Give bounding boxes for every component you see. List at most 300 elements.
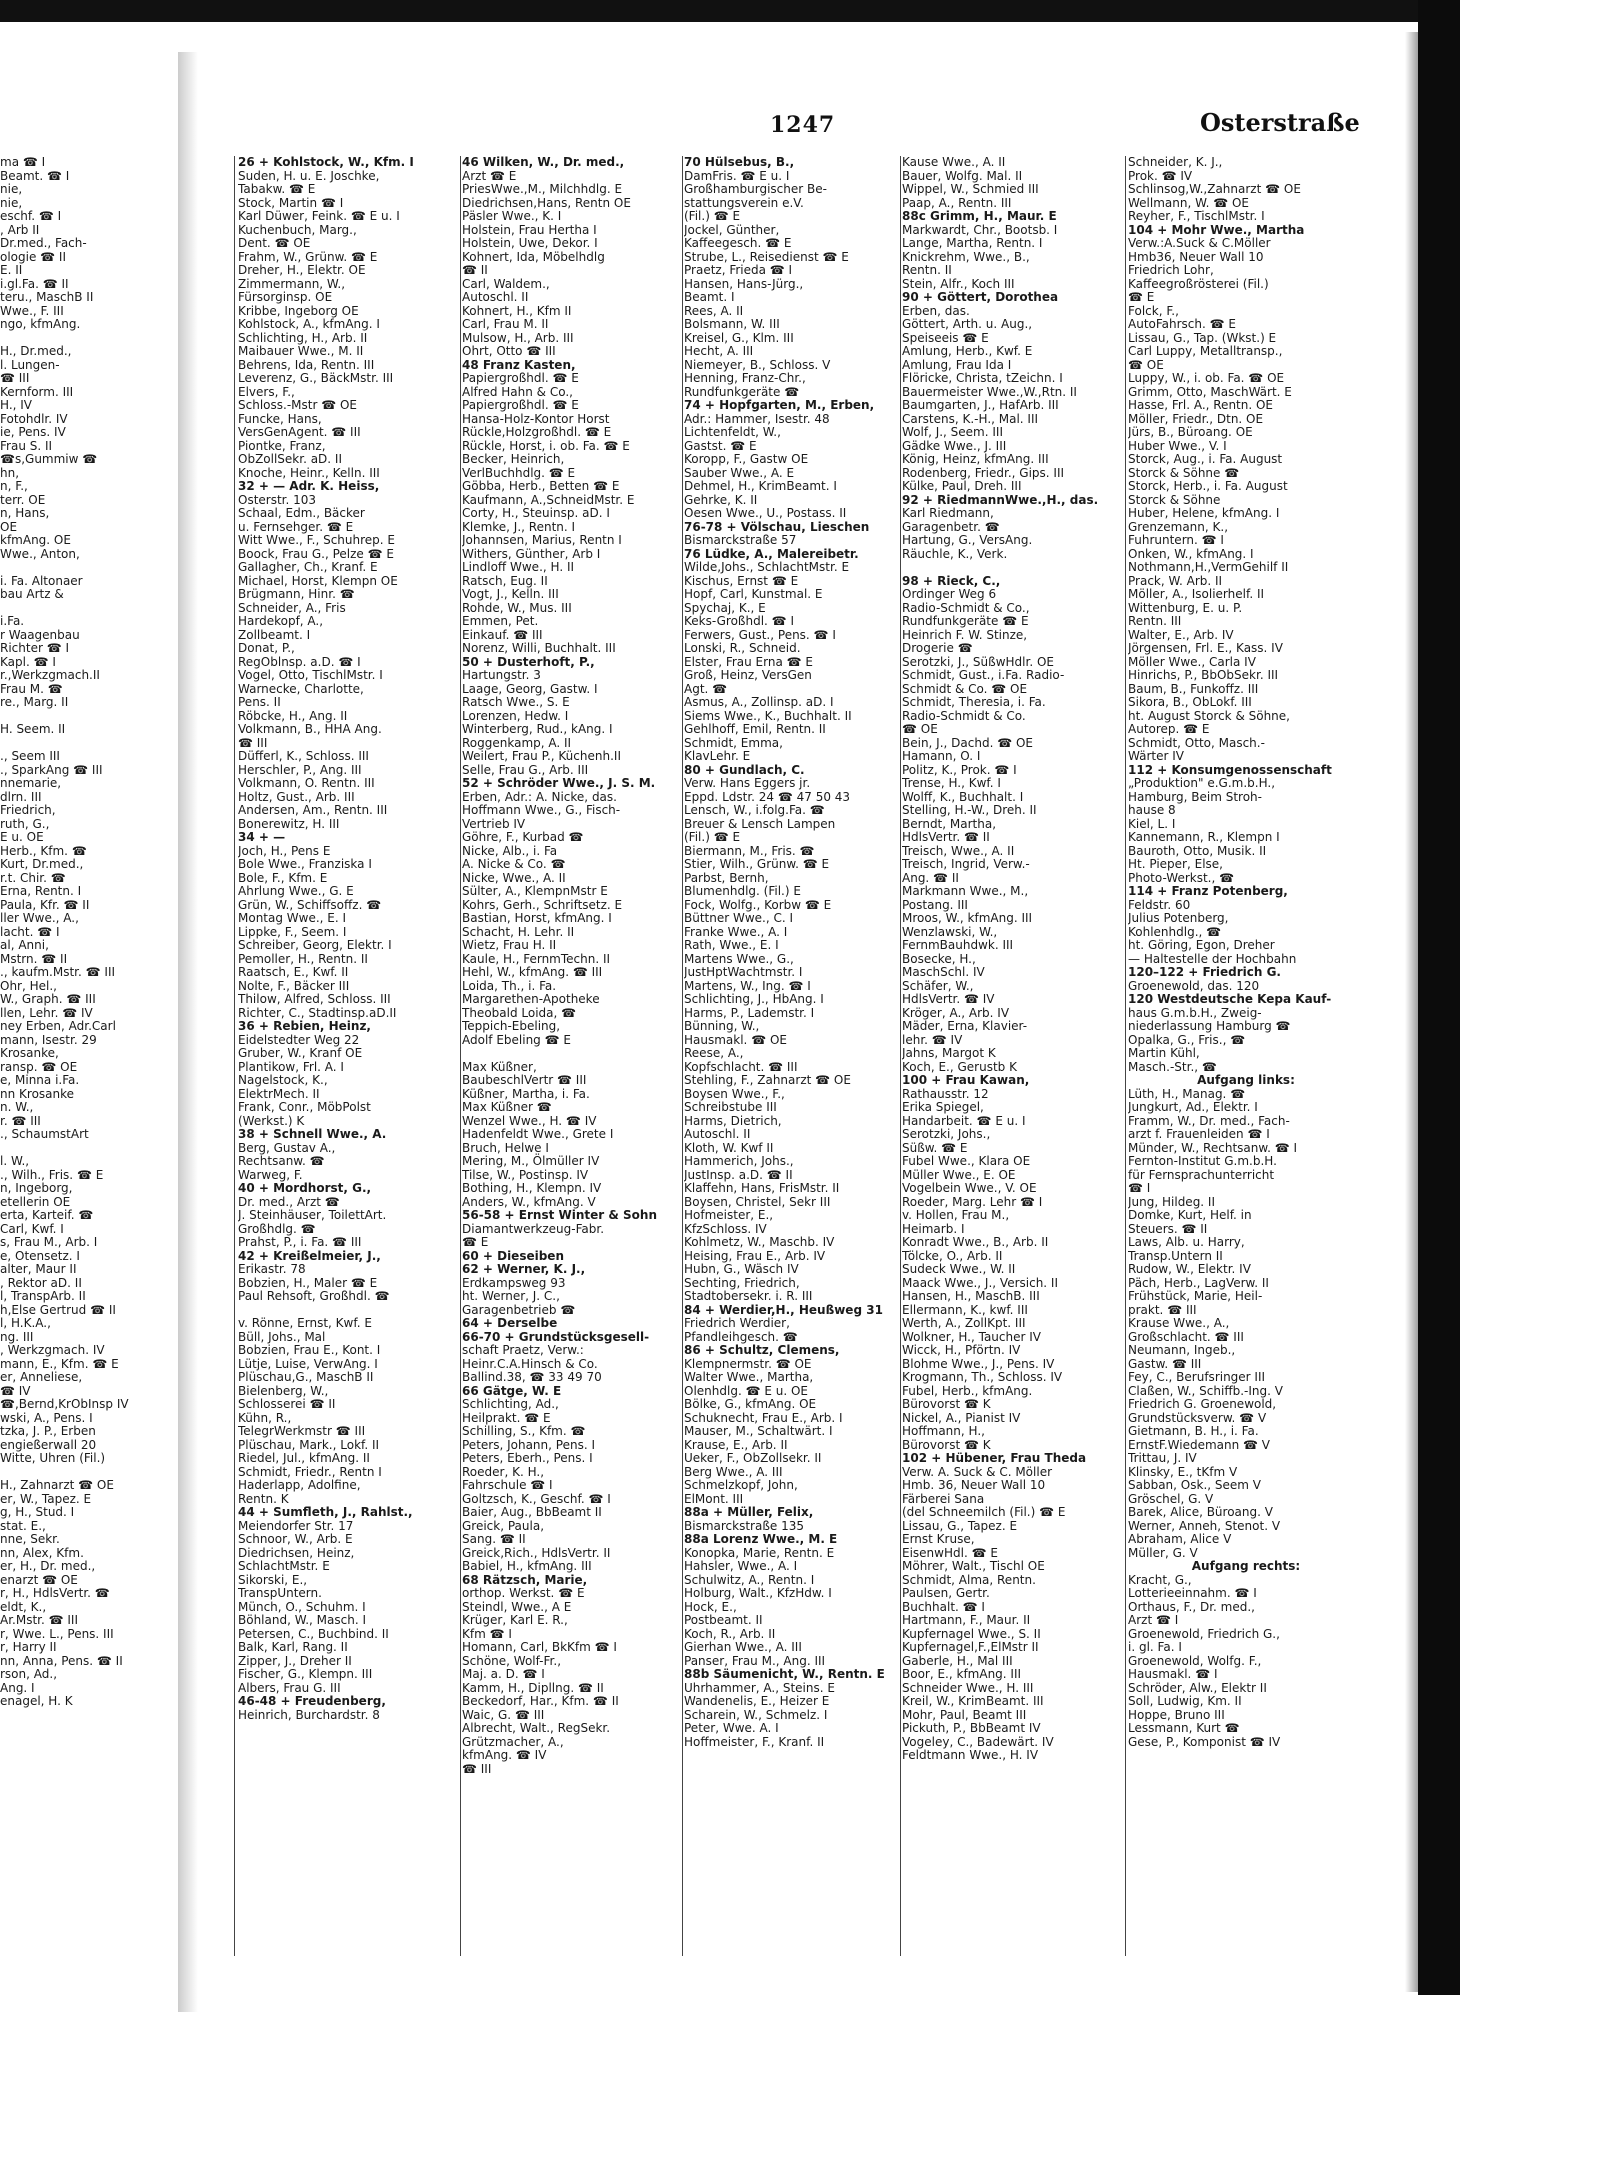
directory-entry-line: Wenzel Wwe., H. ☎ IV: [462, 1113, 597, 1128]
directory-entry-line: Boysen Wwe., F.,: [684, 1086, 785, 1101]
directory-entry-line: ☎ OE: [902, 722, 938, 736]
directory-entry-line: Mroos, W., kfmAng. III: [902, 911, 1033, 925]
directory-entry-line: Krogmann, Th., Schloss. IV: [902, 1370, 1063, 1384]
directory-entry-line: Kohlmetz, W., Maschb. IV: [684, 1235, 835, 1249]
directory-entry-line: nn Krosanke: [0, 1086, 75, 1101]
directory-entry-line: Treisch, Ingrid, Verw.-: [902, 857, 1030, 871]
directory-entry-line: Holstein, Uwe, Dekor. I: [462, 236, 598, 250]
directory-entry-line: Greick,Rich., HdlsVertr. II: [462, 1545, 611, 1560]
directory-entry-line: Büll, Johs., Mal: [238, 1329, 326, 1344]
directory-entry-line: Peters, Eberh., Pens. I: [462, 1451, 593, 1465]
directory-entry-line: Fischer, G., Klempn. III: [238, 1667, 373, 1681]
directory-entry-line: 52 + Schröder Wwe., J. S. M.: [462, 776, 656, 790]
directory-entry-line: Verw. A. Suck & C. Möller: [902, 1464, 1053, 1479]
directory-entry-line: Storck, Aug., i. Fa. August: [1128, 452, 1283, 466]
directory-entry-line: Photo-Werkst., ☎: [1128, 870, 1235, 885]
directory-entry-line: [0, 602, 172, 616]
directory-entry-line: ller Wwe., A.,: [0, 911, 79, 925]
directory-entry-line: Martin Kühl,: [1128, 1046, 1200, 1060]
directory-entry-line: Max Küßner,: [462, 1059, 537, 1074]
directory-entry-line: Ang. ☎ II: [902, 870, 959, 885]
directory-entry-line: TranspUntern.: [238, 1586, 322, 1600]
directory-entry-line: ., Seem III: [0, 749, 60, 763]
directory-entry-line: Wietz, Frau H. II: [462, 938, 557, 952]
directory-entry-line: Loida, Th., i. Fa.: [462, 978, 557, 993]
directory-entry-line: Mäder, Erna, Klavier-: [902, 1019, 1028, 1033]
directory-entry-line: Vogelbein Wwe., V. OE: [902, 1181, 1037, 1195]
directory-entry-line: Ht. Pieper, Else,: [1128, 857, 1223, 871]
directory-entry-line: Flöricke, Christa, tZeichn. I: [902, 371, 1063, 385]
directory-entry-line: Gehrke, K. II: [684, 492, 758, 507]
directory-entry-line: r.t. Chir. ☎: [0, 870, 66, 885]
directory-entry-line: [0, 737, 172, 751]
directory-entry-line: Rentn. III: [1128, 614, 1182, 628]
directory-entry-line: Erikastr. 78: [238, 1262, 306, 1276]
directory-entry-line: Aufgang rechts:: [1191, 1559, 1301, 1573]
directory-entry-line: Kribbe, Ingeborg OE: [238, 303, 359, 318]
directory-entry-line: Diedrichsen, Heinz,: [238, 1545, 355, 1560]
directory-entry-line: Bauroth, Otto, Musik. II: [1128, 843, 1267, 858]
directory-entry-line: Holstein, Frau Hertha I: [462, 222, 597, 237]
directory-entry-line: Orthaus, F., Dr. med.,: [1128, 1599, 1255, 1614]
directory-entry-line: 98 + Rieck, C.,: [902, 573, 1001, 588]
directory-entry-line: Beamt. ☎ I: [0, 168, 70, 183]
directory-entry-line: nie,: [0, 195, 23, 210]
directory-entry-line: Herb., Kfm. ☎: [0, 843, 87, 858]
directory-entry-line: Friedrich Werdier,: [684, 1316, 790, 1330]
directory-entry-line: ma ☎ I: [0, 156, 46, 169]
directory-entry-line: Hasse, Frl. A., Rentn. OE: [1128, 398, 1274, 412]
directory-entry-line: Dr. med., Arzt ☎: [238, 1194, 340, 1209]
directory-entry-line: TelegrWerkmstr ☎ III: [238, 1424, 366, 1438]
directory-entry-line: ht. Werner, J. C.,: [462, 1289, 560, 1303]
directory-entry-line: — Haltestelle der Hochbahn: [1128, 951, 1297, 966]
directory-entry-line: Trense, H., Kwf. I: [902, 776, 1001, 790]
directory-entry-line: Kracht, G.,: [1128, 1572, 1192, 1587]
directory-entry-line: Groß, Heinz, VersGen: [684, 668, 812, 682]
directory-entry-line: 112 + Konsumgenossenschaft: [1128, 762, 1332, 777]
directory-entry-line: l. Lungen-: [0, 357, 60, 372]
directory-entry-line: Baumgarten, J., HafArb. III: [902, 398, 1059, 412]
directory-entry-line: Montag Wwe., E. I: [238, 911, 347, 925]
directory-entry-line: i. gl. Fa. I: [1128, 1640, 1182, 1654]
directory-entry-line: BaubeschlVertr ☎ III: [462, 1073, 587, 1087]
directory-entry-line: Wicck, H., Pförtn. IV: [902, 1343, 1021, 1357]
directory-entry-line: Schlichting, J., HbAng. I: [684, 992, 824, 1006]
directory-entry-line: Adolf Ebeling ☎ E: [462, 1032, 571, 1047]
directory-entry-line: E u. OE: [0, 830, 44, 844]
directory-entry-line: Kernform. III: [0, 384, 74, 399]
directory-entry-line: ologie ☎ II: [0, 249, 67, 264]
directory-entry-line: Päsler Wwe., K. I: [462, 209, 562, 223]
directory-entry-line: lacht. ☎ I: [0, 924, 60, 939]
directory-entry-line: VersGenAgent. ☎ III: [238, 425, 361, 439]
directory-entry-line: Joch, H., Pens E: [238, 843, 331, 858]
directory-entry-line: Tilse, W., Postinsp. IV: [462, 1167, 589, 1182]
directory-entry-line: r, H., HdlsVertr. ☎: [0, 1586, 110, 1600]
directory-entry-line: Diamantwerkzeug-Fabr.: [462, 1221, 605, 1236]
directory-column: [0, 156, 172, 1709]
directory-column: [238, 156, 458, 1722]
directory-entry-line: Fey, C., Berufsringer III: [1128, 1370, 1266, 1384]
directory-entry-line: Lichtenfeldt, W.,: [684, 425, 781, 439]
directory-entry-line: Erika Spiegel,: [902, 1100, 984, 1114]
directory-entry-line: 86 + Schultz, Clemens,: [684, 1343, 840, 1357]
directory-entry-line: dlrn. III: [0, 789, 42, 804]
directory-entry-line: Schlosserei ☎ II: [238, 1397, 336, 1411]
directory-entry-line: Eppd. Ldstr. 24 ☎ 47 50 43: [684, 789, 851, 804]
directory-entry-line: Zimmermann, W.,: [238, 276, 346, 291]
directory-entry-line: Hahsler, Wwe., A. I: [684, 1559, 798, 1573]
directory-entry-line: Prack, W. Arb. II: [1128, 573, 1223, 588]
directory-entry-line: Papiergroßhdl. ☎ E: [462, 371, 579, 385]
directory-entry-line: stat. E.,: [0, 1518, 46, 1533]
directory-entry-line: Kohlenhdlg., ☎: [1128, 924, 1222, 939]
directory-entry-line: , Rektor aD. II: [0, 1275, 82, 1290]
directory-entry-line: wski, A., Pens. I: [0, 1410, 93, 1425]
directory-entry-line: Bismarckstraße 135: [684, 1518, 804, 1533]
directory-entry-line: Teppich-Ebeling,: [462, 1019, 561, 1033]
directory-entry-line: Rentn. K: [238, 1491, 289, 1506]
directory-entry-line: Kaufmann, A.,SchneidMstr. E: [462, 492, 635, 507]
directory-entry-line: alter, Maur II: [0, 1262, 77, 1276]
directory-entry-line: RegOblnsp. a.D. ☎ I: [238, 654, 361, 669]
directory-entry-line: Wellmann, W. ☎ OE: [1128, 195, 1250, 210]
directory-entry-line: Schlichting, H., Arb. II: [238, 330, 368, 345]
directory-entry-line: J. Steinhäuser, ToilettArt.: [238, 1208, 387, 1222]
directory-entry-line: ht. August Storck & Söhne,: [1128, 708, 1290, 723]
directory-entry-line: Bölke, G., kfmAng. OE: [684, 1397, 817, 1411]
directory-entry-line: nn, Anna, Pens. ☎ II: [0, 1653, 123, 1668]
directory-entry-line: hn,: [0, 465, 20, 480]
directory-entry-line: SchlachtMstr. E: [238, 1559, 330, 1573]
directory-entry-line: Leverenz, G., BäckMstr. III: [238, 371, 394, 385]
directory-entry-line: Ang. I: [0, 1680, 35, 1695]
directory-entry-line: Steindl, Wwe., A E: [462, 1599, 572, 1614]
directory-entry-line: Blumenhdlg. (Fil.) E: [684, 884, 801, 898]
directory-entry-line: König, Heinz, kfmAng. III: [902, 452, 1049, 466]
directory-entry-line: Behrens, Ida, Rentn. III: [238, 357, 375, 372]
directory-entry-line: Wolf, J., Seem. III: [902, 425, 1003, 439]
directory-entry-line: JustHptWachtmstr. I: [684, 965, 803, 979]
directory-entry-line: erta, Karteif. ☎: [0, 1208, 94, 1222]
directory-entry-line: g, H., Stud. I: [0, 1505, 75, 1519]
directory-entry-line: Rodenberg, Friedr., Gips. III: [902, 465, 1065, 480]
directory-entry-line: Kuchenbuch, Marg.,: [238, 222, 357, 237]
directory-entry-line: Schäfer, W.,: [902, 978, 974, 993]
directory-entry-line: (Fil.) ☎ E: [684, 209, 741, 223]
directory-entry-line: Gaberle, H., Mal III: [902, 1653, 1013, 1668]
directory-entry-line: Nicke, Alb., i. Fa: [462, 843, 558, 858]
directory-entry-line: Parbst, Bernh,: [684, 870, 769, 885]
directory-entry-line: Meiendorfer Str. 17: [238, 1518, 354, 1533]
column-rule: [900, 156, 901, 1956]
directory-entry-line: ☎ IV: [0, 1383, 31, 1398]
directory-entry-line: Schilling, S., Kfm. ☎: [462, 1424, 586, 1438]
directory-entry-line: Barek, Alice, Büroang. V: [1128, 1505, 1273, 1519]
directory-entry-line: Norenz, Willi, Buchhalt. III: [462, 641, 616, 655]
directory-entry-line: 70 Hülsebus, B.,: [684, 156, 795, 169]
directory-entry-line: Olenhdlg. ☎ E u. OE: [684, 1383, 808, 1398]
directory-entry-line: Storck, Herb., i. Fa. August: [1128, 479, 1288, 493]
directory-entry-line: ☎ III: [0, 371, 30, 385]
directory-entry-line: Markwardt, Chr., Bootsb. I: [902, 222, 1058, 237]
directory-entry-line: Abraham, Alice V: [1128, 1532, 1232, 1546]
directory-entry-line: A. Nicke & Co. ☎: [462, 857, 566, 871]
directory-entry-line: Krosanke,: [0, 1046, 59, 1060]
directory-entry-line: Blohme Wwe., J., Pens. IV: [902, 1356, 1055, 1371]
directory-entry-line: Kiel, L. I: [1128, 816, 1176, 831]
directory-entry-line: Julius Potenberg,: [1128, 911, 1229, 925]
directory-entry-line: Külke, Paul, Dreh. III: [902, 479, 1022, 493]
directory-entry-line: 46 Wilken, W., Dr. med.,: [462, 156, 625, 169]
directory-entry-line: Hubn, G., Wäsch IV: [684, 1262, 799, 1276]
directory-entry-line: ., SparkAng ☎ III: [0, 762, 103, 777]
directory-entry-line: (Fil.) ☎ E: [684, 830, 741, 844]
directory-entry-line: [0, 561, 172, 575]
directory-entry-line: Transp.Untern II: [1128, 1248, 1223, 1263]
directory-entry-line: Schnoor, W., Arb. E: [238, 1532, 353, 1546]
directory-entry-line: h,Else Gertrud ☎ II: [0, 1302, 116, 1317]
directory-entry-line: ngo, kfmAng.: [0, 317, 81, 331]
directory-entry-line: Roggenkamp, A. II: [462, 735, 572, 750]
directory-entry-line: Heinrich F. W. Stinze,: [902, 627, 1028, 642]
directory-entry-line: Waic, G. ☎ III: [462, 1707, 545, 1722]
directory-entry-line: Hansen, H., MaschB. III: [902, 1289, 1040, 1303]
directory-entry-line: Heinrich, Burchardstr. 8: [238, 1707, 380, 1722]
directory-entry-line: Vogeley, C., Badewärt. IV: [902, 1734, 1054, 1749]
directory-entry-line: Sülter, A., KlempnMstr E: [462, 884, 608, 898]
directory-entry-line: Rudow, W., Elektr. IV: [1128, 1262, 1251, 1276]
directory-entry-line: Babiel, H., kfmAng. III: [462, 1559, 592, 1573]
directory-entry-line: Feldstr. 60: [1128, 897, 1191, 912]
directory-entry-line: Holburg, Walt., KfzHdw. I: [684, 1586, 832, 1600]
directory-entry-line: Wenzlawski, W.,: [902, 924, 998, 939]
directory-entry-line: Ohrt, Otto ☎ III: [462, 344, 556, 358]
directory-entry-line: Ar.Mstr. ☎ III: [0, 1613, 79, 1627]
directory-entry-line: Folck, F.,: [1128, 303, 1179, 318]
directory-entry-line: Groenewold, das. 120: [1128, 978, 1260, 993]
directory-entry-line: Schacht, H. Lehr. II: [462, 924, 575, 939]
directory-entry-line: Frau S. II: [0, 438, 53, 453]
directory-entry-line: ruth, G.,: [0, 816, 50, 831]
directory-entry-line: r, Wwe. L., Pens. III: [0, 1626, 114, 1641]
directory-entry-line: Kloth, W. Kwf II: [684, 1140, 774, 1155]
directory-entry-line: OE: [0, 519, 18, 534]
directory-entry-line: Boysen, Christel, Sekr III: [684, 1194, 831, 1209]
directory-entry-line: Hartung, G., VersAng.: [902, 533, 1033, 547]
scan-dark-edge: [1418, 0, 1460, 1995]
directory-entry-line: Lissau, G., Tapez. E: [902, 1518, 1018, 1533]
directory-entry-line: Witt Wwe., F., Schuhrep. E: [238, 533, 395, 547]
directory-entry-line: Sikorski, E.,: [238, 1572, 308, 1587]
directory-entry-line: Hausmakl. ☎ I: [1128, 1667, 1218, 1681]
directory-entry-line: Dent. ☎ OE: [238, 236, 311, 250]
directory-entry-line: Onken, W., kfmAng. I: [1128, 546, 1254, 561]
directory-entry-line: r, Harry II: [0, 1640, 57, 1654]
directory-entry-line: Schröder, Alw., Elektr II: [1128, 1680, 1267, 1695]
directory-entry-line: Tabakw. ☎ E: [238, 182, 316, 196]
directory-entry-line: er, W., Tapez. E: [0, 1491, 92, 1506]
directory-entry-line: teru., MaschB II: [0, 290, 94, 304]
directory-entry-line: Feldtmann Wwe., H. IV: [902, 1748, 1039, 1762]
directory-entry-line: Schmidt, Emma,: [684, 735, 783, 750]
directory-entry-line: ☎ E: [462, 1235, 489, 1249]
directory-entry-line: Süßw. ☎ E: [902, 1140, 968, 1155]
directory-entry-line: 34 + —: [238, 830, 286, 844]
directory-entry-line: Ohr, Hel.,: [0, 978, 57, 993]
directory-entry-line: l, TranspArb. II: [0, 1289, 86, 1303]
directory-entry-line: Hinrichs, P., BbObSekr. III: [1128, 668, 1279, 682]
directory-entry-line: Ferwers, Gust., Pens. ☎ I: [684, 627, 836, 642]
directory-entry-line: HdlsVertr. ☎ IV: [902, 992, 995, 1006]
directory-entry-line: Hardekopf, A.,: [238, 614, 324, 628]
directory-entry-line: schaft Praetz, Verw.:: [462, 1343, 584, 1357]
directory-entry-line: Jung, Hildeg. II: [1128, 1194, 1216, 1209]
directory-entry-line: AutoFahrsch. ☎ E: [1128, 317, 1236, 331]
directory-entry-line: Einkauf. ☎ III: [462, 627, 543, 642]
directory-entry-line: Zollbeamt. I: [238, 627, 311, 642]
directory-entry-line: Fotohdlr. IV: [0, 411, 68, 426]
directory-entry-line: 36 + Rebien, Heinz,: [238, 1019, 371, 1033]
directory-entry-line: Kupfernagel,F.,ElMstr II: [902, 1640, 1039, 1654]
directory-entry-line: Alfred Hahn & Co.,: [462, 384, 573, 399]
directory-entry-line: Tölcke, O., Arb. II: [902, 1248, 1003, 1263]
directory-entry-line: Hmb36, Neuer Wall 10: [1128, 249, 1264, 264]
directory-entry-line: Wippel, W., Schmied III: [902, 182, 1039, 196]
directory-entry-line: Räuchle, K., Verk.: [902, 546, 1008, 561]
directory-entry-line: Verw.:A.Suck & C.Möller: [1128, 236, 1271, 250]
directory-entry-line: Reyher, F., TischlMstr. I: [1128, 209, 1265, 223]
directory-entry-line: Kupfernagel Wwe., S. II: [902, 1626, 1041, 1641]
directory-entry-line: Baum, B., Funkoffz. III: [1128, 681, 1259, 696]
directory-entry-line: [462, 1047, 680, 1061]
directory-entry-line: Berg, Gustav A.,: [238, 1140, 336, 1155]
directory-entry-line: JustInsp. a.D. ☎ II: [684, 1167, 793, 1182]
directory-entry-line: Buchhalt. ☎ I: [902, 1599, 985, 1614]
directory-entry-line: Agt. ☎: [684, 681, 728, 696]
directory-entry-line: Lüth, H., Manag. ☎: [1128, 1086, 1246, 1101]
directory-entry-line: Werner, Anneh, Stenot. V: [1128, 1518, 1281, 1533]
book-spine: [178, 52, 198, 2012]
directory-entry-line: ☎ E: [1128, 290, 1155, 304]
directory-entry-line: Laws, Alb. u. Harry,: [1128, 1235, 1245, 1249]
directory-entry-line: ☎ OE: [1128, 357, 1164, 372]
directory-entry-line: [0, 710, 172, 724]
directory-entry-line: Kohrs, Gerh., Schriftsetz. E: [462, 897, 623, 912]
directory-entry-line: Carstens, K.-H., Mal. III: [902, 411, 1039, 426]
directory-entry-line: Schmidt, Gust., i.Fa. Radio-: [902, 668, 1065, 682]
directory-entry-line: [238, 1304, 458, 1318]
directory-entry-line: Harms, Dietrich,: [684, 1113, 782, 1128]
directory-entry-line: Drogerie ☎: [902, 641, 973, 655]
directory-entry-line: Petersen, C., Buchbind. II: [238, 1626, 389, 1641]
directory-entry-line: Pens. II: [238, 695, 281, 709]
directory-entry-line: Gastw. ☎ III: [1128, 1356, 1202, 1371]
directory-entry-line: Stehling, F., Zahnarzt ☎ OE: [684, 1073, 851, 1087]
directory-entry-line: lehr. ☎ IV: [902, 1032, 963, 1047]
directory-entry-line: KlavLehr. E: [684, 749, 751, 763]
directory-entry-line: Hartmann, F., Maur. II: [902, 1613, 1031, 1627]
directory-entry-line: ., kaufm.Mstr. ☎ III: [0, 965, 116, 979]
directory-entry-line: Schlinsog,W.,Zahnarzt ☎ OE: [1128, 182, 1301, 196]
directory-entry-line: Haderlapp, Adolfine,: [238, 1478, 361, 1492]
directory-entry-line: Friedrich G. Groenewold,: [1128, 1397, 1277, 1411]
directory-entry-line: Kreisel, G., Klm. III: [684, 330, 794, 345]
directory-entry-line: Bobzien, H., Maler ☎ E: [238, 1275, 378, 1290]
directory-entry-line: DamFris. ☎ E u. I: [684, 168, 790, 183]
directory-entry-line: ElektrMech. II: [238, 1086, 320, 1101]
directory-entry-line: Pfandleihgesch. ☎: [684, 1329, 798, 1344]
directory-entry-line: Konopka, Marie, Rentn. E: [684, 1545, 835, 1560]
directory-entry-line: Berndt, Martha,: [902, 816, 997, 831]
directory-entry-line: Lorenzen, Hedw. I: [462, 708, 569, 723]
directory-entry-line: Rohde, W., Mus. III: [462, 600, 572, 615]
directory-entry-line: Grundstücksverw. ☎ V: [1128, 1410, 1267, 1425]
directory-entry-line: 104 + Mohr Wwe., Martha: [1128, 222, 1305, 237]
directory-entry-line: Hausmakl. ☎ OE: [684, 1032, 787, 1047]
directory-entry-line: Hopf, Carl, Kunstmal. E: [684, 587, 823, 601]
directory-entry-line: ney Erben, Adr.Carl: [0, 1019, 116, 1033]
directory-entry-line: v. Rönne, Ernst, Kwf. E: [238, 1316, 372, 1330]
directory-entry-line: Stein, Alfr., Koch III: [902, 276, 1015, 291]
directory-entry-line: H. Seem. II: [0, 722, 66, 736]
directory-entry-line: Masch.-Str., ☎: [1128, 1059, 1217, 1074]
directory-entry-line: Kopfschlacht. ☎ III: [684, 1059, 798, 1074]
directory-entry-line: Treisch, Wwe., A. II: [902, 843, 1015, 858]
directory-entry-line: Müller Wwe., E. OE: [902, 1167, 1016, 1182]
directory-entry-line: Rath, Wwe., E. I: [684, 938, 779, 952]
directory-entry-line: Wolkner, H., Taucher IV: [902, 1329, 1041, 1344]
directory-entry-line: kfmAng. ☎ IV: [462, 1748, 547, 1762]
directory-entry-line: eschf. ☎ I: [0, 209, 62, 223]
directory-entry-line: n. W.,: [0, 1100, 34, 1114]
directory-entry-line: Jürs, B., Büroang. OE: [1128, 425, 1253, 439]
directory-entry-line: Jockel, Günther,: [684, 222, 780, 237]
directory-entry-line: Kurt, Dr.med.,: [0, 857, 84, 871]
directory-entry-line: Kaffeegesch. ☎ E: [684, 236, 792, 250]
directory-entry-line: Anders, W., kfmAng. V: [462, 1194, 596, 1209]
directory-entry-line: Stier, Wilh., Grünw. ☎ E: [684, 857, 830, 871]
directory-entry-line: u. Fernsehger. ☎ E: [238, 519, 354, 534]
directory-entry-line: Laage, Georg, Gastw. I: [462, 681, 598, 696]
directory-entry-line: Fock, Wolfg., Korbw ☎ E: [684, 897, 832, 912]
directory-entry-line: Autoschl. II: [684, 1127, 751, 1141]
directory-entry-line: Becker, Heinrich,: [462, 452, 565, 466]
directory-entry-line: Dr.med., Fach-: [0, 236, 87, 250]
directory-entry-line: Henning, Franz-Chr.,: [684, 371, 806, 385]
directory-entry-line: Stock, Martin ☎ I: [238, 195, 344, 210]
directory-entry-line: Schaal, Edm., Bäcker: [238, 506, 365, 520]
directory-entry-line: Hofmeister, E.,: [684, 1208, 774, 1222]
directory-entry-line: Garagenbetrieb ☎: [462, 1302, 576, 1317]
directory-entry-line: Grimm, Otto, MaschWärt. E: [1128, 384, 1292, 399]
directory-entry-line: Schuknecht, Frau E., Arb. I: [684, 1410, 843, 1425]
directory-entry-line: Dehmel, H., KrimBeamt. I: [684, 479, 837, 493]
directory-entry-line: nnemarie,: [0, 776, 62, 790]
directory-entry-line: Jungkurt, Ad., Elektr. I: [1128, 1100, 1258, 1114]
directory-entry-line: Lindloff Wwe., H. II: [462, 560, 575, 574]
directory-entry-line: Erna, Rentn. I: [0, 884, 82, 898]
directory-entry-line: KfzSchloss. IV: [684, 1221, 767, 1236]
directory-entry-line: 38 + Schnell Wwe., A.: [238, 1127, 387, 1141]
directory-entry-line: Aufgang links:: [1197, 1073, 1295, 1087]
directory-entry-line: e, Minna i.Fa.: [0, 1073, 80, 1087]
directory-entry-line: Eidelstedter Weg 22: [238, 1032, 360, 1047]
directory-entry-line: Homann, Carl, BkKfm ☎ I: [462, 1640, 617, 1654]
directory-entry-line: Münder, W., Rechtsanw. ☎ I: [1128, 1140, 1298, 1155]
directory-entry-line: Claßen, W., Schiffb.-Ing. V: [1128, 1383, 1283, 1398]
